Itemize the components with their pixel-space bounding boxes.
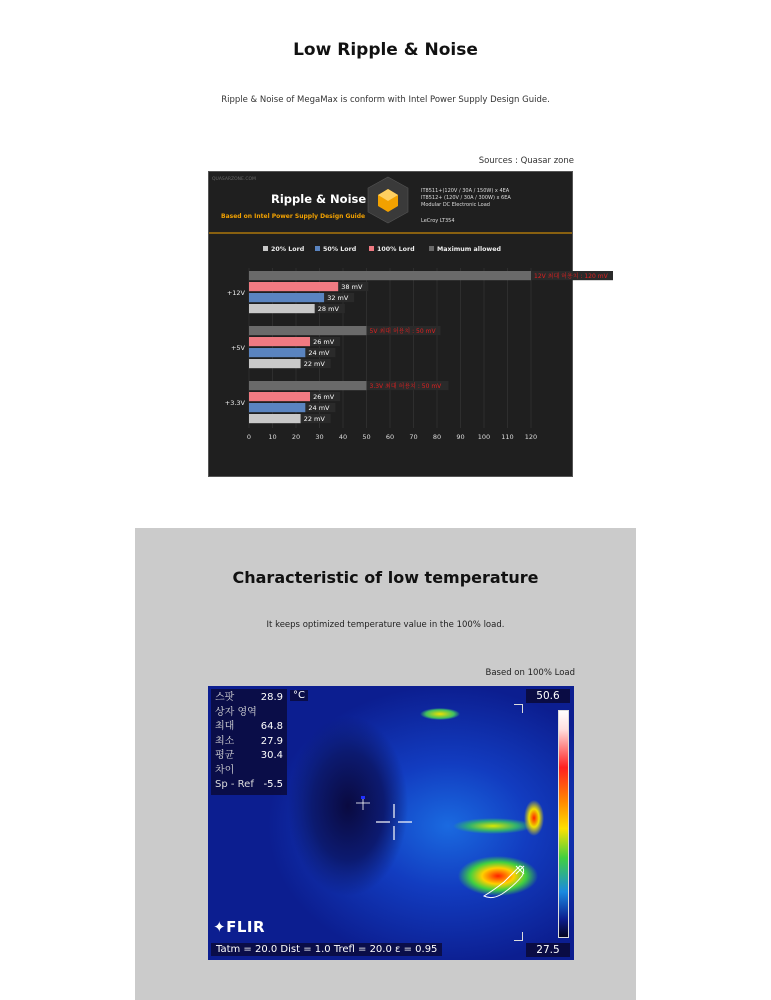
max-label: 12V 최대 허용치 : 120 mV xyxy=(534,273,608,280)
legend-label: 50% Lord xyxy=(323,246,357,253)
data-label: 24 mV xyxy=(308,404,330,412)
x-tick-label: 20 xyxy=(291,433,301,441)
ripple-noise-chart-panel xyxy=(208,171,608,477)
measurement-parameters: Tatm = 20.0 Dist = 1.0 Trefl = 20.0 ε = 0.95 xyxy=(211,943,442,956)
x-axis-ticks xyxy=(247,433,537,441)
legend-label: 20% Lord xyxy=(271,246,305,253)
spot-crosshair-icon xyxy=(376,804,412,840)
x-tick-label: 100 xyxy=(477,433,491,441)
readout-value: 28.9 xyxy=(260,692,283,703)
x-tick-label: 110 xyxy=(501,433,514,441)
thermal-image xyxy=(208,686,574,960)
temperature-color-scale xyxy=(558,710,569,938)
readout-label: 평균 xyxy=(215,750,235,761)
thermal-subtitle: It keeps optimized temperature value in the 100% load. xyxy=(266,620,505,630)
x-tick-label: 120 xyxy=(524,433,538,441)
category-label: +3.3V xyxy=(224,399,245,407)
panel-watermark: QUASARZONE.COM xyxy=(212,177,256,182)
category-label: +5V xyxy=(230,344,245,352)
x-tick-label: 0 xyxy=(246,433,252,441)
readout-row xyxy=(215,720,283,735)
x-tick-label: 60 xyxy=(385,433,395,441)
x-tick-label: 40 xyxy=(338,433,348,441)
scope-model: LeCroy LT354 xyxy=(421,218,455,224)
readout-label: Sp - Ref xyxy=(215,779,254,790)
readout-label: 차이 xyxy=(215,764,235,776)
bar xyxy=(249,271,531,280)
max-label: 5V 최대 허용치 : 50 mV xyxy=(369,328,436,335)
chart-bars xyxy=(249,271,613,423)
legend-swatch xyxy=(315,246,320,251)
data-label: 24 mV xyxy=(308,349,330,357)
bar xyxy=(249,304,315,313)
category-label: +12V xyxy=(226,289,245,297)
bar xyxy=(249,359,301,368)
hotspot-outline xyxy=(480,862,530,902)
legend-label: 100% Lord xyxy=(377,246,415,253)
x-tick-label: 10 xyxy=(268,433,277,441)
unit-label: °C xyxy=(290,690,308,701)
scale-max-value: 50.6 xyxy=(526,689,570,703)
data-label: 26 mV xyxy=(313,338,335,346)
panel-title: Ripple & Noise xyxy=(271,192,367,206)
bar xyxy=(249,293,324,302)
thermal-section xyxy=(135,528,636,1000)
data-label: 38 mV xyxy=(341,283,363,291)
load-note: Based on 100% Load xyxy=(485,668,575,678)
legend-swatch xyxy=(263,246,268,251)
data-label: 22 mV xyxy=(303,360,325,368)
data-label: 22 mV xyxy=(303,415,325,423)
data-label: 28 mV xyxy=(317,305,339,313)
page-title: Low Ripple & Noise xyxy=(293,40,478,60)
bar xyxy=(249,414,301,423)
bar xyxy=(249,282,338,291)
readout-value: -5.5 xyxy=(263,779,283,790)
readout-row xyxy=(215,764,283,779)
readout-row xyxy=(215,691,283,706)
temperature-readout xyxy=(211,689,287,795)
legend-swatch xyxy=(429,246,434,251)
readout-row xyxy=(215,706,283,721)
ripple-noise-chart xyxy=(209,172,608,476)
bar xyxy=(249,348,305,357)
x-tick-label: 70 xyxy=(409,433,418,441)
readout-label: 최대 xyxy=(215,721,235,732)
x-tick-label: 90 xyxy=(456,433,465,441)
readout-label: 최소 xyxy=(215,735,235,747)
legend-label: Maximum allowed xyxy=(437,246,502,253)
source-note: Sources : Quasar zone xyxy=(478,156,574,166)
min-marker-icon xyxy=(356,796,370,810)
thermal-title: Characteristic of low temperature xyxy=(232,568,539,587)
data-label: 32 mV xyxy=(327,294,349,302)
readout-row xyxy=(215,749,283,764)
cube-logo xyxy=(368,177,408,223)
readout-row xyxy=(215,735,283,750)
bar xyxy=(249,403,305,412)
scale-min-value: 27.5 xyxy=(526,943,570,957)
x-tick-label: 80 xyxy=(432,433,442,441)
x-tick-label: 30 xyxy=(315,433,324,441)
panel-subtitle: Based on Intel Power Supply Design Guide xyxy=(221,213,366,220)
equipment-line-2: IT8512+ (120V / 30A / 300W) x 6EA xyxy=(421,195,511,201)
readout-row xyxy=(215,778,283,793)
x-tick-label: 50 xyxy=(362,433,371,441)
readout-value: 30.4 xyxy=(260,750,283,761)
equipment-line-1: IT8511+(120V / 30A / 150W) x 4EA xyxy=(421,188,510,194)
bar xyxy=(249,337,310,346)
max-label: 3.3V 최대 허용치 : 50 mV xyxy=(369,383,442,390)
box-corner-tl xyxy=(514,704,523,713)
chart-legend xyxy=(263,246,501,253)
readout-label: 스팟 xyxy=(215,692,235,703)
readout-label: 상자 영역 xyxy=(215,706,257,718)
bar xyxy=(249,326,367,335)
bar xyxy=(249,392,310,401)
readout-value: 64.8 xyxy=(260,721,283,732)
equipment-line-3: Modular DC Electronic Load xyxy=(421,202,490,208)
data-label: 26 mV xyxy=(313,393,335,401)
box-corner-bl xyxy=(514,932,523,941)
readout-value: 27.9 xyxy=(260,735,283,747)
category-labels xyxy=(225,289,246,407)
page-subtitle: Ripple & Noise of MegaMax is conform with Intel Power Supply Design Guide. xyxy=(221,95,550,105)
flir-logo: ✦FLIR xyxy=(213,918,266,936)
bar xyxy=(249,381,367,390)
legend-swatch xyxy=(369,246,374,251)
